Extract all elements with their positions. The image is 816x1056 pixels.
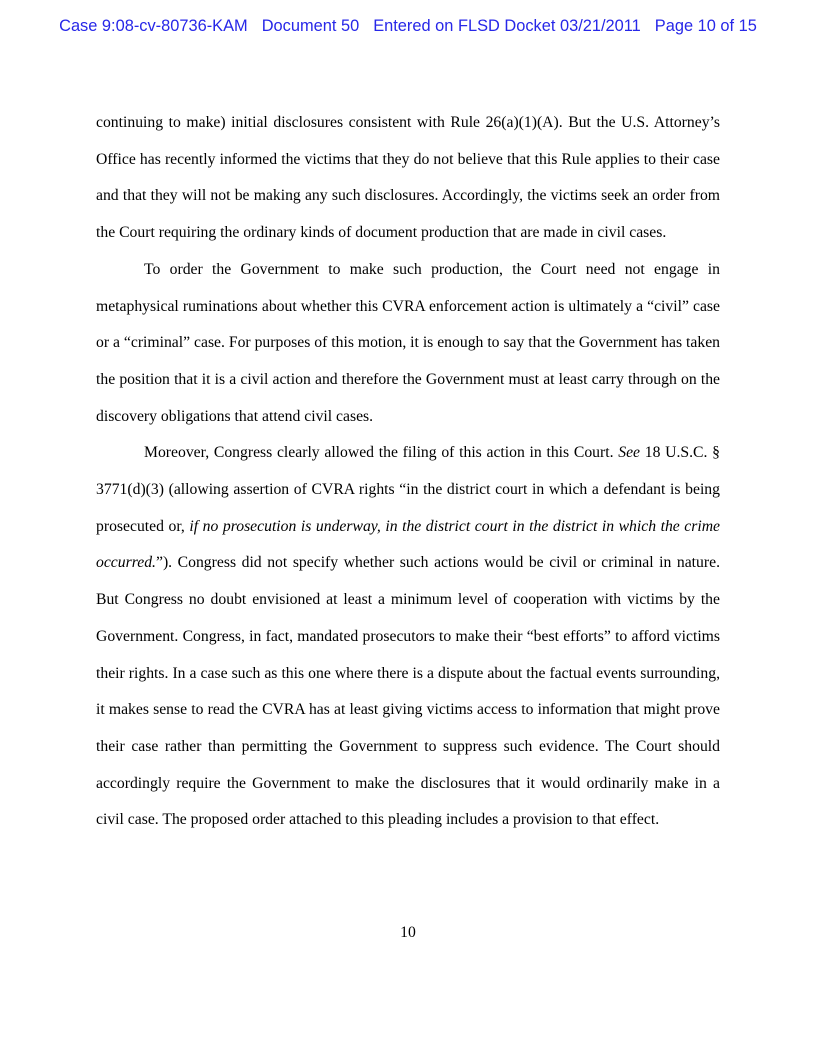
header-document: Document 50 <box>261 17 360 35</box>
paragraph-3 <box>96 435 720 839</box>
header-page: Page 10 of 15 <box>654 17 757 35</box>
document-body <box>96 105 720 839</box>
paragraph-1: continuing to make) initial disclosures consistent with Rule 26(a)(1)(A). But the U.S. Attorney’s Office has recently informed the victims that they do not believe that this Rule applies to their case and that they will not be making any such disclosures. Accordingly, the victims seek an order from the Court requiring the ordinary kinds of document production that are made in civil cases. <box>96 114 720 242</box>
header-case-number: Case 9:08-cv-80736-KAM <box>59 17 248 35</box>
paragraph-3-part-2: 18 U.S.C. § 3771(d)(3) (allowing assertion of CVRA rights “in the district court in which a defendant is being prosecuted or, <box>96 444 720 535</box>
docket-header <box>0 17 816 36</box>
citation-signal-see: See <box>618 444 641 462</box>
paragraph-3-part-3: ”). Congress did not specify whether such actions would be civil or criminal in nature. But Congress no doubt envisioned at least a minimum level of cooperation with victims by the Government. Congress, in fact, mandated prosecutors to make their “best efforts” to afford victims their rights. In a case such as this one where there is a dispute about the factual events surrounding, it makes sense to read the CVRA has at least giving victims access to information that might prove their case rather than permitting the Government to suppress such evidence. The Court should accordingly require the Government to make the disclosures that it would ordinarily make in a civil case. The proposed order attached to this pleading includes a provision to that effect. <box>96 554 720 829</box>
header-entered: Entered on FLSD Docket 03/21/2011 <box>373 17 641 35</box>
paragraph-2: To order the Government to make such production, the Court need not engage in metaphysical ruminations about whether this CVRA enforcement action is ultimately a “civil” case or a “criminal” case. For purposes of this motion, it is enough to say that the Government has taken the position that it is a civil action and therefore the Government must at least carry through on the discovery obligations that attend civil cases. <box>96 260 720 425</box>
paragraph-3-part-1: Moreover, Congress clearly allowed the filing of this action in this Court. <box>144 444 619 462</box>
italic-statutory-quote: if no prosecution is underway, in the district court in the district in which the crime occurred. <box>96 517 721 572</box>
page-number: 10 <box>400 924 416 941</box>
